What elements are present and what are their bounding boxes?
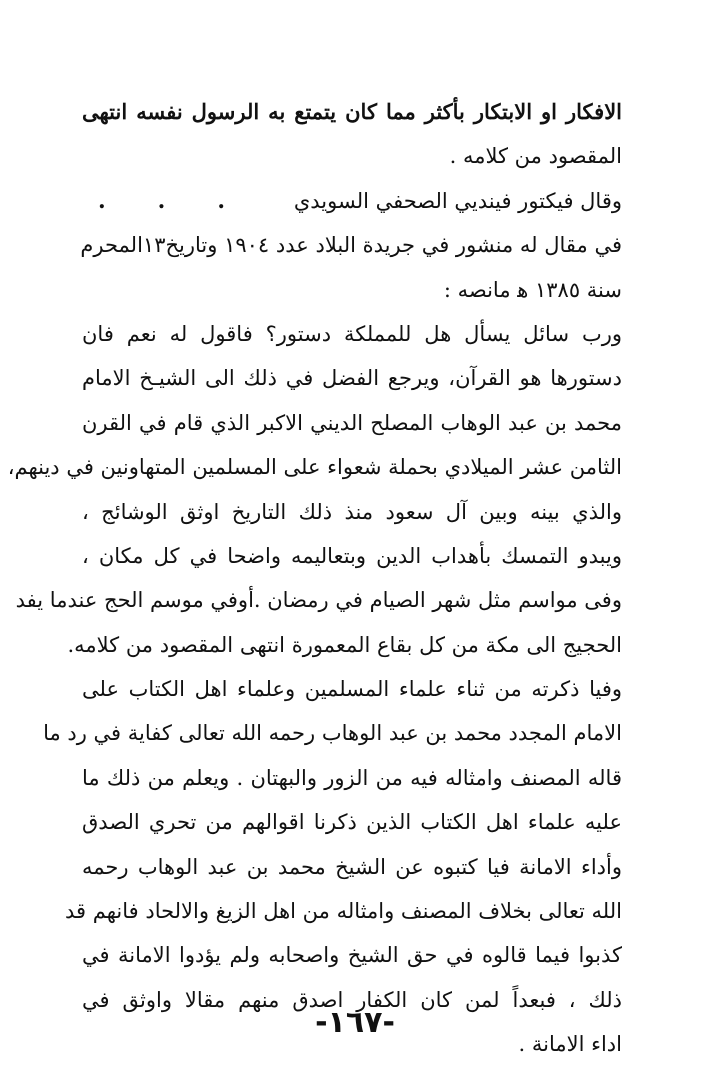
text-line-8: محمد بن عبد الوهاب المصلح الديني الاكبر الذي قام في القرن <box>82 410 622 435</box>
text-line-1-content: الافكار او الابتكار بأكثر مما كان يتمتع به الرسول نفسه انتهى <box>82 99 622 124</box>
text-line-22: اداء الامانة . <box>518 1032 622 1057</box>
text-line-17: عليه علماء اهل الكتاب الذين ذكرنا اقوالهم من تحري الصدق <box>82 810 622 835</box>
dot-1: . <box>98 187 106 214</box>
text-line-18: وأداء الامانة فيا كتبوه عن الشيخ محمد بن عبد الوهاب رحمه <box>82 854 622 879</box>
body-text <box>7 90 622 1067</box>
text-line-5: سنة ١٣٨٥ ﻫ مانصه : <box>443 277 622 302</box>
dot-3: . <box>217 187 226 214</box>
text-line-12: وفى مواسم مثل شهر الصيام في رمضان .أوفي موسم الحج عندما يفد <box>15 588 622 613</box>
text-line-11: ويبدو التمسك بأهداب الدين وبتعاليمه واضحا في كل مكان ، <box>82 543 622 568</box>
text-line-21: ذلك ، فبعداً لمن كان الكفار اصدق منهم مقالا واوثق في <box>82 987 622 1012</box>
text-line-15: الامام المجدد محمد بن عبد الوهاب رحمه الله تعالى كفاية في رد ما <box>43 721 622 746</box>
text-line-9: الثامن عشر الميلادي بحملة شعواء على المسلمين المتهاونين في دينهم، <box>7 455 622 480</box>
text-line-10: والذي بينه وبين آل سعود منذ ذلك التاريخ اوثق الوشائج ، <box>82 499 622 524</box>
text-line-16: قاله المصنف وامثاله فيه من الزور والبهتان . ويعلم من ذلك ما <box>82 765 622 790</box>
text-line-14: وفيا ذكرته من ثناء علماء المسلمين وعلماء اهل الكتاب على <box>82 677 622 702</box>
text-line-6: ورب سائل يسأل هل للمملكة دستور؟ فاقول له نعم فان <box>82 321 622 346</box>
text-line-13: الحجيج الى مكة من كل بقاع المعمورة انتهى المقصود من كلامه. <box>67 632 622 657</box>
text-line-7: دستورها هو القرآن، ويرجع الفضل في ذلك الى الشيـخ الامام <box>82 366 622 391</box>
speaker-line <box>82 179 622 223</box>
text-line-3 <box>82 179 622 223</box>
text-line-1 <box>82 90 622 134</box>
text-line-4: في مقال له منشور في جريدة البلاد عدد ١٩٠٤ وتاريخ١٣المحرم <box>80 233 622 258</box>
text-line-20: كذبوا فيما قالوه في حق الشيخ واصحابه ولم يؤدوا الامانة في <box>82 943 622 968</box>
page-number: -١٦٧- <box>315 1005 395 1040</box>
speaker-intro: وقال فيكتور فينديي الصحفي السويدي <box>293 188 622 213</box>
text-line-2: المقصود من كلامه . <box>449 144 622 169</box>
ellipsis-dots <box>82 179 225 223</box>
dot-2: . <box>157 187 166 214</box>
text-line-19: الله تعالى بخلاف المصنف وامثاله من اهل الزيغ والالحاد فانهم قد <box>65 899 622 924</box>
